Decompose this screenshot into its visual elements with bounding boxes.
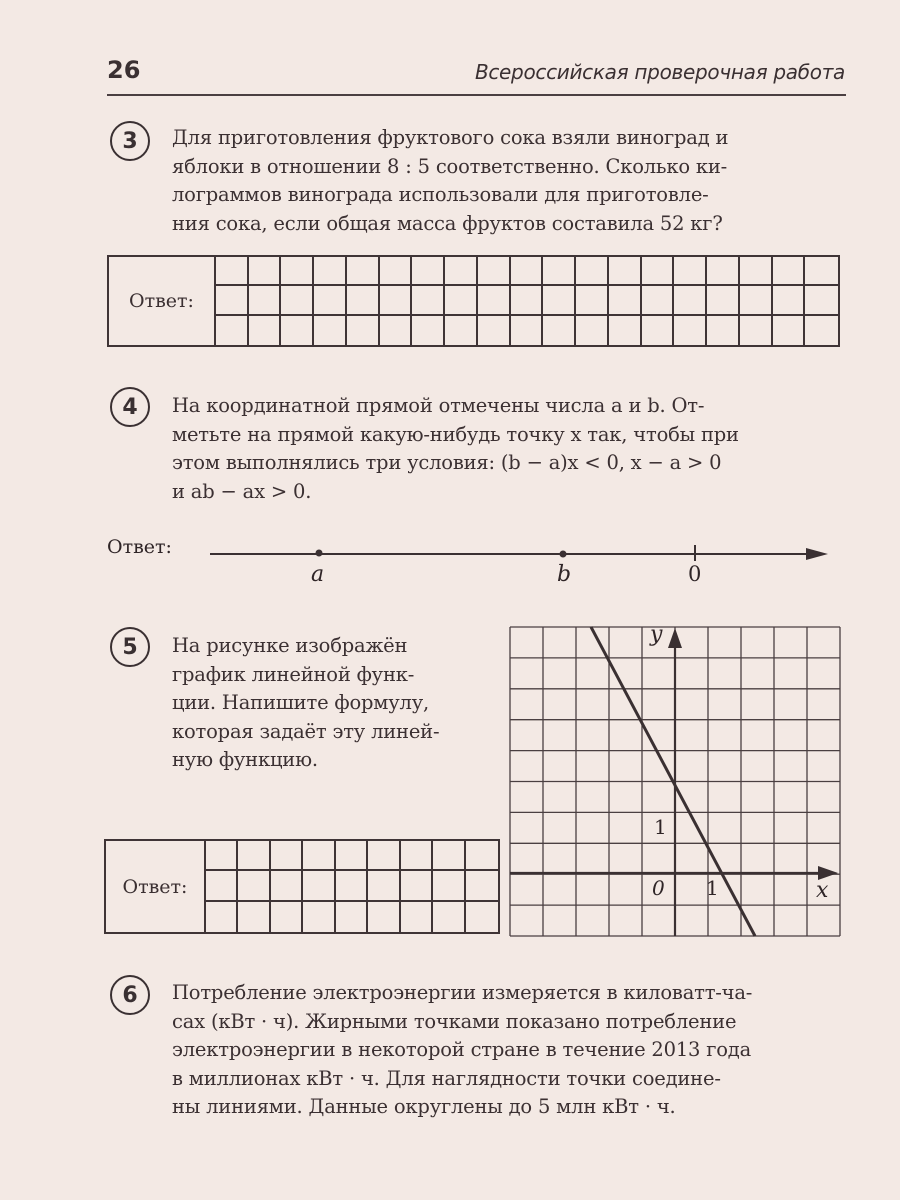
answer-cell[interactable]: [740, 286, 773, 315]
answer-cell[interactable]: [674, 286, 707, 315]
answer-cell[interactable]: [281, 286, 314, 315]
answer-cell[interactable]: [336, 841, 368, 871]
answer-cells-grid[interactable]: [206, 841, 498, 932]
answer-cell[interactable]: [380, 316, 413, 345]
answer-cell[interactable]: [271, 902, 303, 932]
answer-cell[interactable]: [347, 257, 380, 286]
text-line: На координатной прямой отмечены числа a и b. От-: [172, 394, 705, 417]
text-line: сах (кВт · ч). Жирными точками показано потребление: [172, 1009, 737, 1033]
task-number: 4: [122, 394, 138, 420]
header-divider: [107, 94, 846, 96]
answer-cell[interactable]: [773, 257, 806, 286]
answer-cell[interactable]: [368, 902, 400, 932]
answer-cell[interactable]: [238, 841, 270, 871]
answer-cell[interactable]: [281, 257, 314, 286]
answer-cell[interactable]: [609, 286, 642, 315]
answer-cell[interactable]: [271, 871, 303, 901]
text-line: и ab − ax > 0.: [172, 479, 312, 503]
answer-cell[interactable]: [642, 316, 675, 345]
answer-cell[interactable]: [466, 902, 498, 932]
answer-cell[interactable]: [206, 841, 238, 871]
answer-cell[interactable]: [249, 316, 282, 345]
text-line: электроэнергии в некоторой стране в течение 2013 года: [172, 1038, 752, 1061]
point-b-dot: [560, 551, 567, 558]
answer-cell[interactable]: [466, 871, 498, 901]
answer-cell[interactable]: [707, 257, 740, 286]
point-a-dot: [316, 550, 323, 557]
task-number-badge: [110, 627, 150, 667]
answer-cell[interactable]: [303, 841, 335, 871]
answer-cell[interactable]: [314, 286, 347, 315]
answer-cell[interactable]: [609, 257, 642, 286]
text-line: которая задаёт эту линей-: [172, 719, 440, 743]
answer-cell[interactable]: [433, 902, 465, 932]
answer-cell[interactable]: [511, 257, 544, 286]
answer-cell[interactable]: [347, 286, 380, 315]
answer-cell[interactable]: [336, 871, 368, 901]
answer-cell[interactable]: [609, 316, 642, 345]
answer-cell[interactable]: [401, 871, 433, 901]
text-line: На рисунке изображён: [172, 634, 408, 657]
answer-cell[interactable]: [314, 257, 347, 286]
point-a-label: a: [311, 562, 325, 587]
text-line: график линейной функ-: [172, 662, 415, 686]
answer-cell[interactable]: [303, 871, 335, 901]
answer-cell[interactable]: [380, 257, 413, 286]
answer-cell[interactable]: [216, 257, 249, 286]
answer-cell[interactable]: [642, 257, 675, 286]
answer-cell[interactable]: [368, 871, 400, 901]
answer-cell[interactable]: [336, 902, 368, 932]
task-3-text: [172, 124, 844, 238]
answer-cell[interactable]: [216, 286, 249, 315]
answer-cell[interactable]: [773, 316, 806, 345]
answer-cell[interactable]: [543, 316, 576, 345]
answer-cell[interactable]: [740, 257, 773, 286]
answer-label: Ответ:: [106, 841, 206, 932]
text-line: лограммов винограда использовали для приготовле-: [172, 183, 709, 206]
answer-cell[interactable]: [445, 257, 478, 286]
answer-cell[interactable]: [674, 257, 707, 286]
answer-cell[interactable]: [249, 257, 282, 286]
answer-cells-grid[interactable]: [216, 257, 838, 345]
answer-cell[interactable]: [707, 316, 740, 345]
answer-cell[interactable]: [576, 316, 609, 345]
answer-cell[interactable]: [412, 316, 445, 345]
answer-cell[interactable]: [543, 286, 576, 315]
text-line: Для приготовления фруктового сока взяли виноград и: [172, 126, 729, 149]
text-line: яблоки в отношении 8 : 5 соответственно. Сколько ки-: [172, 154, 728, 178]
answer-cell[interactable]: [805, 316, 838, 345]
task-5-answer-box[interactable]: [104, 839, 500, 934]
task-number: 3: [122, 128, 138, 154]
number-line[interactable]: [200, 535, 840, 595]
answer-cell[interactable]: [478, 257, 511, 286]
answer-cell[interactable]: [805, 257, 838, 286]
arrow-head-icon: [806, 548, 828, 560]
answer-cell[interactable]: [511, 286, 544, 315]
x-axis-label: x: [816, 878, 829, 903]
answer-cell[interactable]: [249, 286, 282, 315]
answer-cell[interactable]: [271, 841, 303, 871]
answer-cell[interactable]: [445, 316, 478, 345]
text-line: ния сока, если общая масса фруктов составила 52 кг?: [172, 211, 723, 235]
task-3-answer-box[interactable]: [107, 255, 840, 347]
answer-cell[interactable]: [576, 257, 609, 286]
answer-cell[interactable]: [238, 871, 270, 901]
task-number-badge: [110, 387, 150, 427]
y-axis-label: y: [650, 622, 663, 647]
answer-cell[interactable]: [433, 841, 465, 871]
answer-cell[interactable]: [478, 316, 511, 345]
origin-label: 0: [652, 876, 665, 900]
text-line: Потребление электроэнергии измеряется в киловатт-ча-: [172, 981, 753, 1004]
task-number: 5: [122, 634, 138, 660]
text-line: метьте на прямой какую-нибудь точку x так, чтобы при: [172, 422, 739, 446]
answer-cell[interactable]: [773, 286, 806, 315]
answer-cell[interactable]: [466, 841, 498, 871]
x-unit-label: 1: [706, 876, 719, 900]
task-6-text: [172, 979, 844, 1122]
text-line: ную функцию.: [172, 748, 318, 771]
answer-cell[interactable]: [216, 316, 249, 345]
answer-cell[interactable]: [368, 841, 400, 871]
answer-cell[interactable]: [433, 871, 465, 901]
text-line: этом выполнялись три условия: (b − a)x < 0, x − a > 0: [172, 451, 722, 474]
answer-label: Ответ:: [109, 257, 216, 345]
answer-cell[interactable]: [206, 871, 238, 901]
answer-cell[interactable]: [445, 286, 478, 315]
answer-cell[interactable]: [642, 286, 675, 315]
answer-cell[interactable]: [303, 902, 335, 932]
page-header-title: Всероссийская проверочная работа: [474, 60, 845, 84]
answer-cell[interactable]: [674, 316, 707, 345]
text-line: ции. Напишите формулу,: [172, 691, 429, 714]
answer-cell[interactable]: [805, 286, 838, 315]
linear-function-graph: [505, 620, 850, 942]
answer-cell[interactable]: [380, 286, 413, 315]
answer-cell[interactable]: [511, 316, 544, 345]
answer-cell[interactable]: [206, 902, 238, 932]
y-unit-label: 1: [654, 815, 667, 839]
answer-cell[interactable]: [281, 316, 314, 345]
answer-cell[interactable]: [740, 316, 773, 345]
y-axis-arrow-icon: [668, 628, 682, 648]
answer-label: Ответ:: [107, 536, 172, 558]
task-number-badge: [110, 121, 150, 161]
answer-cell[interactable]: [238, 902, 270, 932]
zero-label: 0: [688, 562, 702, 586]
answer-cell[interactable]: [401, 841, 433, 871]
answer-cell[interactable]: [576, 286, 609, 315]
page-number: 26: [107, 56, 141, 84]
answer-cell[interactable]: [543, 257, 576, 286]
answer-cell[interactable]: [314, 316, 347, 345]
task-5-text: [172, 632, 490, 775]
point-b-label: b: [557, 562, 572, 587]
answer-cell[interactable]: [401, 902, 433, 932]
answer-cell[interactable]: [478, 286, 511, 315]
task-number-badge: [110, 975, 150, 1015]
answer-cell[interactable]: [412, 286, 445, 315]
task-4-text: [172, 392, 844, 506]
text-line: ны линиями. Данные округлены до 5 млн кВт · ч.: [172, 1095, 676, 1118]
task-number: 6: [122, 982, 138, 1008]
answer-cell[interactable]: [347, 316, 380, 345]
answer-cell[interactable]: [412, 257, 445, 286]
answer-cell[interactable]: [707, 286, 740, 315]
text-line: в миллионах кВт · ч. Для наглядности точки соедине-: [172, 1066, 721, 1090]
